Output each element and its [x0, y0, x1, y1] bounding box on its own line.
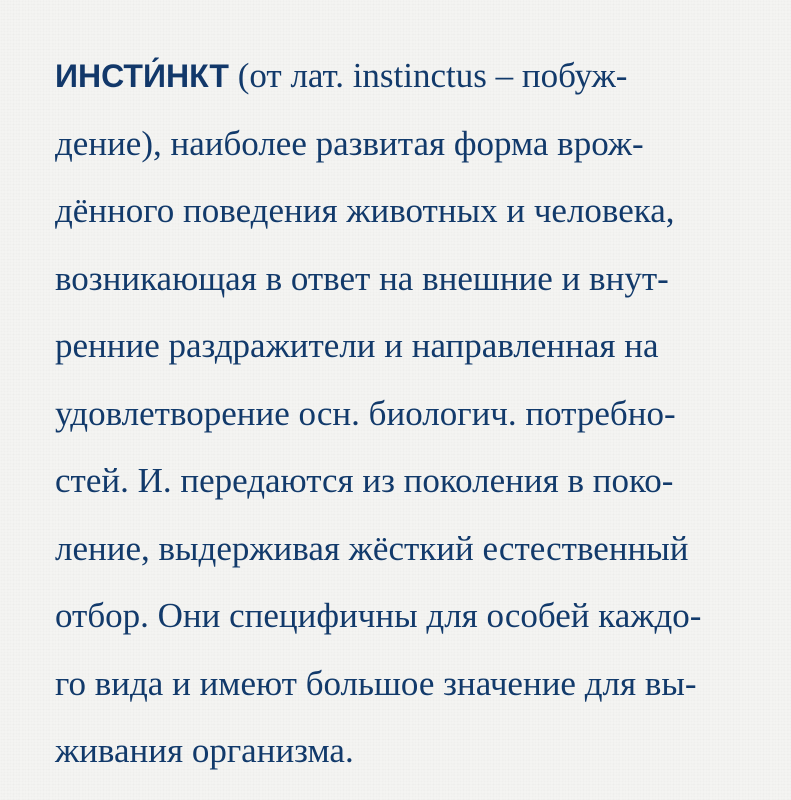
article-line-2: дение), наиболее развитая форма врож-: [55, 123, 644, 163]
article-line-4: возникающая в ответ на внешние и внут-: [55, 258, 669, 298]
article-line-10: го вида и имеют большое значение для вы-: [55, 663, 697, 703]
article-line-8: ление, выдерживая жёсткий естественный: [55, 528, 689, 568]
article-line-1: [55, 42, 755, 110]
article-line-6: удовлетворение осн. биологич. потребно-: [55, 393, 676, 433]
article-line-11: живания организма.: [55, 731, 354, 770]
article-line-7: стей. И. передаются из поколения в поко-: [55, 461, 674, 500]
article-line-3: дённого поведения животных и человека,: [55, 191, 675, 230]
article-line-9: отбор. Они специфичны для особей каждо-: [55, 596, 702, 635]
article-headword: ИНСТИ́НКТ: [55, 58, 229, 94]
encyclopedia-article: [55, 42, 755, 785]
article-line-5: ренние раздражители и направленная на: [55, 326, 659, 365]
article-line-text: (от лат. instinctus – побуж-: [228, 56, 628, 95]
